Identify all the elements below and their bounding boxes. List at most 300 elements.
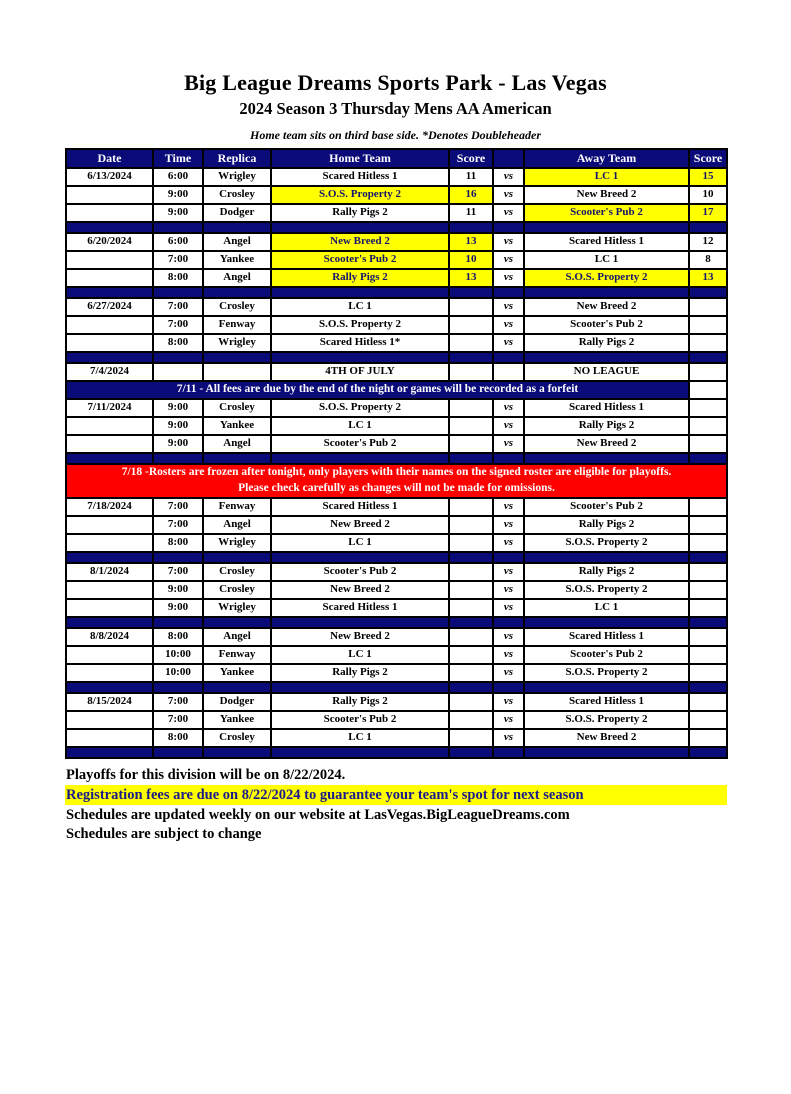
date-cell bbox=[66, 435, 153, 453]
home-score-cell: 16 bbox=[449, 186, 493, 204]
time-cell: 9:00 bbox=[153, 399, 203, 417]
separator-cell bbox=[271, 552, 449, 563]
separator-cell bbox=[153, 287, 203, 298]
separator-cell bbox=[524, 352, 689, 363]
separator-cell bbox=[689, 453, 727, 464]
replica-cell: Fenway bbox=[203, 316, 271, 334]
header-away-team: Away Team bbox=[524, 149, 689, 168]
vs-cell: vs bbox=[493, 516, 524, 534]
replica-cell: Wrigley bbox=[203, 599, 271, 617]
home-team-cell: Rally Pigs 2 bbox=[271, 664, 449, 682]
home-score-cell bbox=[449, 534, 493, 552]
separator-cell bbox=[689, 352, 727, 363]
date-cell bbox=[66, 516, 153, 534]
page-subtitle: 2024 Season 3 Thursday Mens AA American bbox=[239, 99, 552, 118]
vs-cell: vs bbox=[493, 711, 524, 729]
game-row bbox=[66, 168, 727, 186]
replica-cell: Wrigley bbox=[203, 534, 271, 552]
away-score-cell bbox=[689, 729, 727, 747]
replica-cell: Yankee bbox=[203, 417, 271, 435]
vs-cell: vs bbox=[493, 204, 524, 222]
game-row bbox=[66, 399, 727, 417]
separator-cell bbox=[66, 682, 153, 693]
separator-row bbox=[66, 747, 727, 758]
home-team-cell: LC 1 bbox=[271, 298, 449, 316]
away-score-cell bbox=[689, 711, 727, 729]
game-row bbox=[66, 233, 727, 251]
vs-cell: vs bbox=[493, 664, 524, 682]
separator-cell bbox=[493, 617, 524, 628]
time-cell: 9:00 bbox=[153, 435, 203, 453]
separator-cell bbox=[153, 352, 203, 363]
footer-website-note: Schedules are updated weekly on our website at LasVegas.BigLeagueDreams.com bbox=[66, 807, 570, 824]
separator-cell bbox=[66, 617, 153, 628]
replica-cell bbox=[203, 363, 271, 381]
separator-cell bbox=[66, 453, 153, 464]
separator-cell bbox=[493, 747, 524, 758]
date-cell bbox=[66, 417, 153, 435]
separator-cell bbox=[493, 453, 524, 464]
vs-cell bbox=[493, 363, 524, 381]
table-header-row bbox=[66, 149, 727, 168]
date-cell bbox=[66, 664, 153, 682]
home-team-cell: Scooter's Pub 2 bbox=[271, 563, 449, 581]
date-cell bbox=[66, 581, 153, 599]
game-row bbox=[66, 334, 727, 352]
game-row bbox=[66, 599, 727, 617]
separator-row bbox=[66, 287, 727, 298]
away-score-cell: 13 bbox=[689, 269, 727, 287]
separator-cell bbox=[449, 682, 493, 693]
home-score-cell bbox=[449, 298, 493, 316]
date-cell: 8/8/2024 bbox=[66, 628, 153, 646]
vs-cell: vs bbox=[493, 498, 524, 516]
separator-cell bbox=[493, 222, 524, 233]
home-score-cell bbox=[449, 435, 493, 453]
time-cell: 7:00 bbox=[153, 693, 203, 711]
home-score-cell: 10 bbox=[449, 251, 493, 269]
game-row bbox=[66, 711, 727, 729]
away-team-cell: Rally Pigs 2 bbox=[524, 563, 689, 581]
away-team-cell: S.O.S. Property 2 bbox=[524, 534, 689, 552]
separator-cell bbox=[689, 617, 727, 628]
separator-row bbox=[66, 552, 727, 563]
separator-cell bbox=[689, 552, 727, 563]
time-cell: 7:00 bbox=[153, 711, 203, 729]
home-team-cell: Rally Pigs 2 bbox=[271, 693, 449, 711]
time-cell: 8:00 bbox=[153, 334, 203, 352]
separator-cell bbox=[203, 222, 271, 233]
away-score-cell bbox=[689, 646, 727, 664]
separator-cell bbox=[271, 747, 449, 758]
game-row bbox=[66, 204, 727, 222]
vs-cell: vs bbox=[493, 646, 524, 664]
separator-cell bbox=[493, 352, 524, 363]
vs-cell: vs bbox=[493, 563, 524, 581]
away-team-cell: Scooter's Pub 2 bbox=[524, 204, 689, 222]
time-cell: 8:00 bbox=[153, 628, 203, 646]
time-cell: 6:00 bbox=[153, 168, 203, 186]
separator-cell bbox=[271, 617, 449, 628]
separator-cell bbox=[449, 287, 493, 298]
home-team-cell: Scared Hitless 1 bbox=[271, 599, 449, 617]
time-cell: 10:00 bbox=[153, 646, 203, 664]
away-team-cell: Scared Hitless 1 bbox=[524, 399, 689, 417]
home-team-cell: LC 1 bbox=[271, 534, 449, 552]
replica-cell: Fenway bbox=[203, 646, 271, 664]
time-cell bbox=[153, 363, 203, 381]
date-cell bbox=[66, 729, 153, 747]
separator-cell bbox=[153, 552, 203, 563]
footer-subject-to-change-note: Schedules are subject to change bbox=[66, 826, 262, 843]
separator-cell bbox=[271, 287, 449, 298]
replica-cell: Fenway bbox=[203, 498, 271, 516]
separator-cell bbox=[449, 552, 493, 563]
home-team-cell: LC 1 bbox=[271, 729, 449, 747]
holiday-row bbox=[66, 363, 727, 381]
separator-cell bbox=[524, 552, 689, 563]
separator-cell bbox=[203, 352, 271, 363]
schedule-sheet bbox=[0, 70, 791, 844]
vs-cell: vs bbox=[493, 298, 524, 316]
home-team-cell: Rally Pigs 2 bbox=[271, 204, 449, 222]
home-team-cell: S.O.S. Property 2 bbox=[271, 316, 449, 334]
roster-freeze-banner-row bbox=[66, 464, 727, 498]
separator-cell bbox=[66, 222, 153, 233]
home-score-cell bbox=[449, 316, 493, 334]
away-team-cell: Rally Pigs 2 bbox=[524, 334, 689, 352]
footer bbox=[66, 766, 727, 844]
away-team-cell: NO LEAGUE bbox=[524, 363, 689, 381]
separator-cell bbox=[493, 287, 524, 298]
time-cell: 7:00 bbox=[153, 563, 203, 581]
away-team-cell: Rally Pigs 2 bbox=[524, 516, 689, 534]
date-cell bbox=[66, 646, 153, 664]
separator-row bbox=[66, 352, 727, 363]
away-team-cell: Scooter's Pub 2 bbox=[524, 646, 689, 664]
away-score-cell bbox=[689, 334, 727, 352]
away-score-cell bbox=[689, 563, 727, 581]
home-team-cell: Scooter's Pub 2 bbox=[271, 435, 449, 453]
home-team-cell: New Breed 2 bbox=[271, 233, 449, 251]
home-score-cell bbox=[449, 363, 493, 381]
footer-registration-note: Registration fees are due on 8/22/2024 to guarantee your team's spot for next season bbox=[65, 785, 727, 805]
vs-cell: vs bbox=[493, 186, 524, 204]
fees-due-banner-row bbox=[66, 381, 727, 399]
away-score-cell bbox=[689, 498, 727, 516]
date-cell: 6/20/2024 bbox=[66, 233, 153, 251]
roster-freeze-line-2: Please check carefully as changes will not be made for omissions. bbox=[238, 482, 555, 494]
away-team-cell: S.O.S. Property 2 bbox=[524, 664, 689, 682]
game-row bbox=[66, 581, 727, 599]
time-cell: 8:00 bbox=[153, 534, 203, 552]
away-team-cell: LC 1 bbox=[524, 168, 689, 186]
time-cell: 9:00 bbox=[153, 204, 203, 222]
vs-cell: vs bbox=[493, 628, 524, 646]
home-score-cell bbox=[449, 711, 493, 729]
game-row bbox=[66, 664, 727, 682]
separator-cell bbox=[203, 552, 271, 563]
away-team-cell: Scared Hitless 1 bbox=[524, 628, 689, 646]
fees-due-banner: 7/11 - All fees are due by the end of the night or games will be recorded as a forfeit bbox=[66, 381, 689, 399]
separator-cell bbox=[203, 287, 271, 298]
separator-cell bbox=[203, 453, 271, 464]
time-cell: 10:00 bbox=[153, 664, 203, 682]
date-cell bbox=[66, 251, 153, 269]
home-team-cell: New Breed 2 bbox=[271, 516, 449, 534]
time-cell: 9:00 bbox=[153, 599, 203, 617]
home-team-cell: LC 1 bbox=[271, 417, 449, 435]
game-row bbox=[66, 316, 727, 334]
home-team-cell: Scared Hitless 1 bbox=[271, 168, 449, 186]
header-replica: Replica bbox=[203, 149, 271, 168]
away-team-cell: LC 1 bbox=[524, 251, 689, 269]
vs-cell: vs bbox=[493, 693, 524, 711]
home-team-cell: New Breed 2 bbox=[271, 581, 449, 599]
away-score-cell: 17 bbox=[689, 204, 727, 222]
away-team-cell: Scared Hitless 1 bbox=[524, 233, 689, 251]
home-team-cell: S.O.S. Property 2 bbox=[271, 186, 449, 204]
header-home-score: Score bbox=[449, 149, 493, 168]
date-cell bbox=[66, 269, 153, 287]
date-cell: 6/27/2024 bbox=[66, 298, 153, 316]
header-vs bbox=[493, 149, 524, 168]
date-cell: 7/4/2024 bbox=[66, 363, 153, 381]
date-cell bbox=[66, 186, 153, 204]
away-score-cell: 12 bbox=[689, 233, 727, 251]
date-cell bbox=[66, 534, 153, 552]
roster-freeze-banner bbox=[66, 464, 727, 498]
away-team-cell: Scooter's Pub 2 bbox=[524, 498, 689, 516]
away-team-cell: New Breed 2 bbox=[524, 729, 689, 747]
away-score-cell bbox=[689, 693, 727, 711]
separator-cell bbox=[524, 682, 689, 693]
replica-cell: Angel bbox=[203, 516, 271, 534]
page-title: Big League Dreams Sports Park - Las Vegas bbox=[184, 70, 607, 95]
vs-cell: vs bbox=[493, 534, 524, 552]
separator-cell bbox=[449, 617, 493, 628]
replica-cell: Angel bbox=[203, 435, 271, 453]
replica-cell: Crosley bbox=[203, 581, 271, 599]
vs-cell: vs bbox=[493, 399, 524, 417]
away-team-cell: S.O.S. Property 2 bbox=[524, 581, 689, 599]
away-team-cell: S.O.S. Property 2 bbox=[524, 711, 689, 729]
replica-cell: Crosley bbox=[203, 563, 271, 581]
home-score-cell: 11 bbox=[449, 204, 493, 222]
home-score-cell bbox=[449, 417, 493, 435]
separator-cell bbox=[153, 617, 203, 628]
away-score-cell: 10 bbox=[689, 186, 727, 204]
date-cell: 6/13/2024 bbox=[66, 168, 153, 186]
home-score-cell bbox=[449, 334, 493, 352]
schedule-table-body bbox=[66, 168, 727, 758]
away-team-cell: Rally Pigs 2 bbox=[524, 417, 689, 435]
away-score-cell bbox=[689, 581, 727, 599]
away-team-cell: Scooter's Pub 2 bbox=[524, 316, 689, 334]
game-row bbox=[66, 646, 727, 664]
away-score-cell bbox=[689, 399, 727, 417]
vs-cell: vs bbox=[493, 168, 524, 186]
game-row bbox=[66, 516, 727, 534]
game-row bbox=[66, 563, 727, 581]
vs-cell: vs bbox=[493, 435, 524, 453]
home-score-cell bbox=[449, 399, 493, 417]
game-row bbox=[66, 186, 727, 204]
vs-cell: vs bbox=[493, 599, 524, 617]
schedule-table bbox=[65, 148, 728, 759]
separator-cell bbox=[524, 287, 689, 298]
separator-row bbox=[66, 682, 727, 693]
away-score-cell bbox=[689, 628, 727, 646]
time-cell: 9:00 bbox=[153, 581, 203, 599]
home-team-cell: New Breed 2 bbox=[271, 628, 449, 646]
time-cell: 9:00 bbox=[153, 417, 203, 435]
away-team-cell: S.O.S. Property 2 bbox=[524, 269, 689, 287]
separator-row bbox=[66, 222, 727, 233]
away-score-cell bbox=[689, 664, 727, 682]
replica-cell: Crosley bbox=[203, 399, 271, 417]
replica-cell: Yankee bbox=[203, 711, 271, 729]
vs-cell: vs bbox=[493, 316, 524, 334]
home-team-cell: Rally Pigs 2 bbox=[271, 269, 449, 287]
away-score-cell bbox=[689, 363, 727, 381]
home-team-cell: LC 1 bbox=[271, 646, 449, 664]
away-score-cell bbox=[689, 298, 727, 316]
away-team-cell: Scared Hitless 1 bbox=[524, 693, 689, 711]
time-cell: 7:00 bbox=[153, 498, 203, 516]
separator-cell bbox=[66, 747, 153, 758]
date-cell: 8/1/2024 bbox=[66, 563, 153, 581]
replica-cell: Yankee bbox=[203, 664, 271, 682]
date-cell bbox=[66, 316, 153, 334]
game-row bbox=[66, 498, 727, 516]
away-score-cell bbox=[689, 516, 727, 534]
vs-cell: vs bbox=[493, 334, 524, 352]
header-time: Time bbox=[153, 149, 203, 168]
home-score-cell bbox=[449, 516, 493, 534]
away-team-cell: New Breed 2 bbox=[524, 186, 689, 204]
date-cell: 7/11/2024 bbox=[66, 399, 153, 417]
replica-cell: Crosley bbox=[203, 186, 271, 204]
game-row bbox=[66, 269, 727, 287]
vs-cell: vs bbox=[493, 269, 524, 287]
date-cell bbox=[66, 711, 153, 729]
home-score-cell bbox=[449, 729, 493, 747]
away-score-cell: 15 bbox=[689, 168, 727, 186]
vs-cell: vs bbox=[493, 233, 524, 251]
vs-cell: vs bbox=[493, 417, 524, 435]
replica-cell: Wrigley bbox=[203, 168, 271, 186]
separator-cell bbox=[493, 682, 524, 693]
header-home-team: Home Team bbox=[271, 149, 449, 168]
date-cell bbox=[66, 204, 153, 222]
game-row bbox=[66, 298, 727, 316]
separator-cell bbox=[449, 747, 493, 758]
separator-cell bbox=[203, 747, 271, 758]
home-score-cell: 13 bbox=[449, 233, 493, 251]
separator-cell bbox=[66, 552, 153, 563]
home-score-cell: 13 bbox=[449, 269, 493, 287]
time-cell: 7:00 bbox=[153, 516, 203, 534]
replica-cell: Dodger bbox=[203, 204, 271, 222]
separator-cell bbox=[689, 222, 727, 233]
separator-cell bbox=[153, 453, 203, 464]
header-away-score: Score bbox=[689, 149, 727, 168]
separator-cell bbox=[524, 747, 689, 758]
footer-playoffs-note: Playoffs for this division will be on 8/22/2024. bbox=[66, 767, 346, 783]
replica-cell: Angel bbox=[203, 628, 271, 646]
home-score-cell bbox=[449, 664, 493, 682]
separator-cell bbox=[689, 747, 727, 758]
separator-cell bbox=[493, 552, 524, 563]
away-score-cell bbox=[689, 534, 727, 552]
game-row bbox=[66, 628, 727, 646]
separator-cell bbox=[153, 682, 203, 693]
replica-cell: Crosley bbox=[203, 298, 271, 316]
game-row bbox=[66, 693, 727, 711]
replica-cell: Angel bbox=[203, 269, 271, 287]
home-team-cell: Scooter's Pub 2 bbox=[271, 711, 449, 729]
away-team-cell: LC 1 bbox=[524, 599, 689, 617]
game-row bbox=[66, 534, 727, 552]
separator-cell bbox=[271, 352, 449, 363]
separator-cell bbox=[153, 747, 203, 758]
replica-cell: Dodger bbox=[203, 693, 271, 711]
away-score-cell: 8 bbox=[689, 251, 727, 269]
page-note: Home team sits on third base side. *Denotes Doubleheader bbox=[250, 128, 541, 142]
separator-row bbox=[66, 453, 727, 464]
separator-cell bbox=[203, 617, 271, 628]
replica-cell: Angel bbox=[203, 233, 271, 251]
away-team-cell: New Breed 2 bbox=[524, 298, 689, 316]
date-cell: 8/15/2024 bbox=[66, 693, 153, 711]
separator-cell bbox=[689, 287, 727, 298]
away-score-cell bbox=[689, 316, 727, 334]
home-score-cell bbox=[449, 628, 493, 646]
time-cell: 7:00 bbox=[153, 251, 203, 269]
away-team-cell: New Breed 2 bbox=[524, 435, 689, 453]
separator-cell bbox=[271, 682, 449, 693]
home-score-cell bbox=[449, 646, 493, 664]
separator-cell bbox=[449, 222, 493, 233]
time-cell: 8:00 bbox=[153, 269, 203, 287]
home-team-cell: Scared Hitless 1 bbox=[271, 498, 449, 516]
date-cell: 7/18/2024 bbox=[66, 498, 153, 516]
game-row bbox=[66, 435, 727, 453]
separator-cell bbox=[449, 352, 493, 363]
vs-cell: vs bbox=[493, 729, 524, 747]
separator-cell bbox=[203, 682, 271, 693]
game-row bbox=[66, 251, 727, 269]
time-cell: 8:00 bbox=[153, 729, 203, 747]
home-team-cell: Scooter's Pub 2 bbox=[271, 251, 449, 269]
vs-cell: vs bbox=[493, 251, 524, 269]
away-score-cell bbox=[689, 417, 727, 435]
separator-cell bbox=[271, 453, 449, 464]
home-team-cell: S.O.S. Property 2 bbox=[271, 399, 449, 417]
replica-cell: Crosley bbox=[203, 729, 271, 747]
game-row bbox=[66, 729, 727, 747]
away-score-cell bbox=[689, 381, 727, 399]
home-score-cell bbox=[449, 693, 493, 711]
home-score-cell bbox=[449, 498, 493, 516]
home-score-cell: 11 bbox=[449, 168, 493, 186]
separator-cell bbox=[66, 352, 153, 363]
separator-cell bbox=[153, 222, 203, 233]
separator-cell bbox=[524, 617, 689, 628]
date-cell bbox=[66, 334, 153, 352]
home-score-cell bbox=[449, 563, 493, 581]
